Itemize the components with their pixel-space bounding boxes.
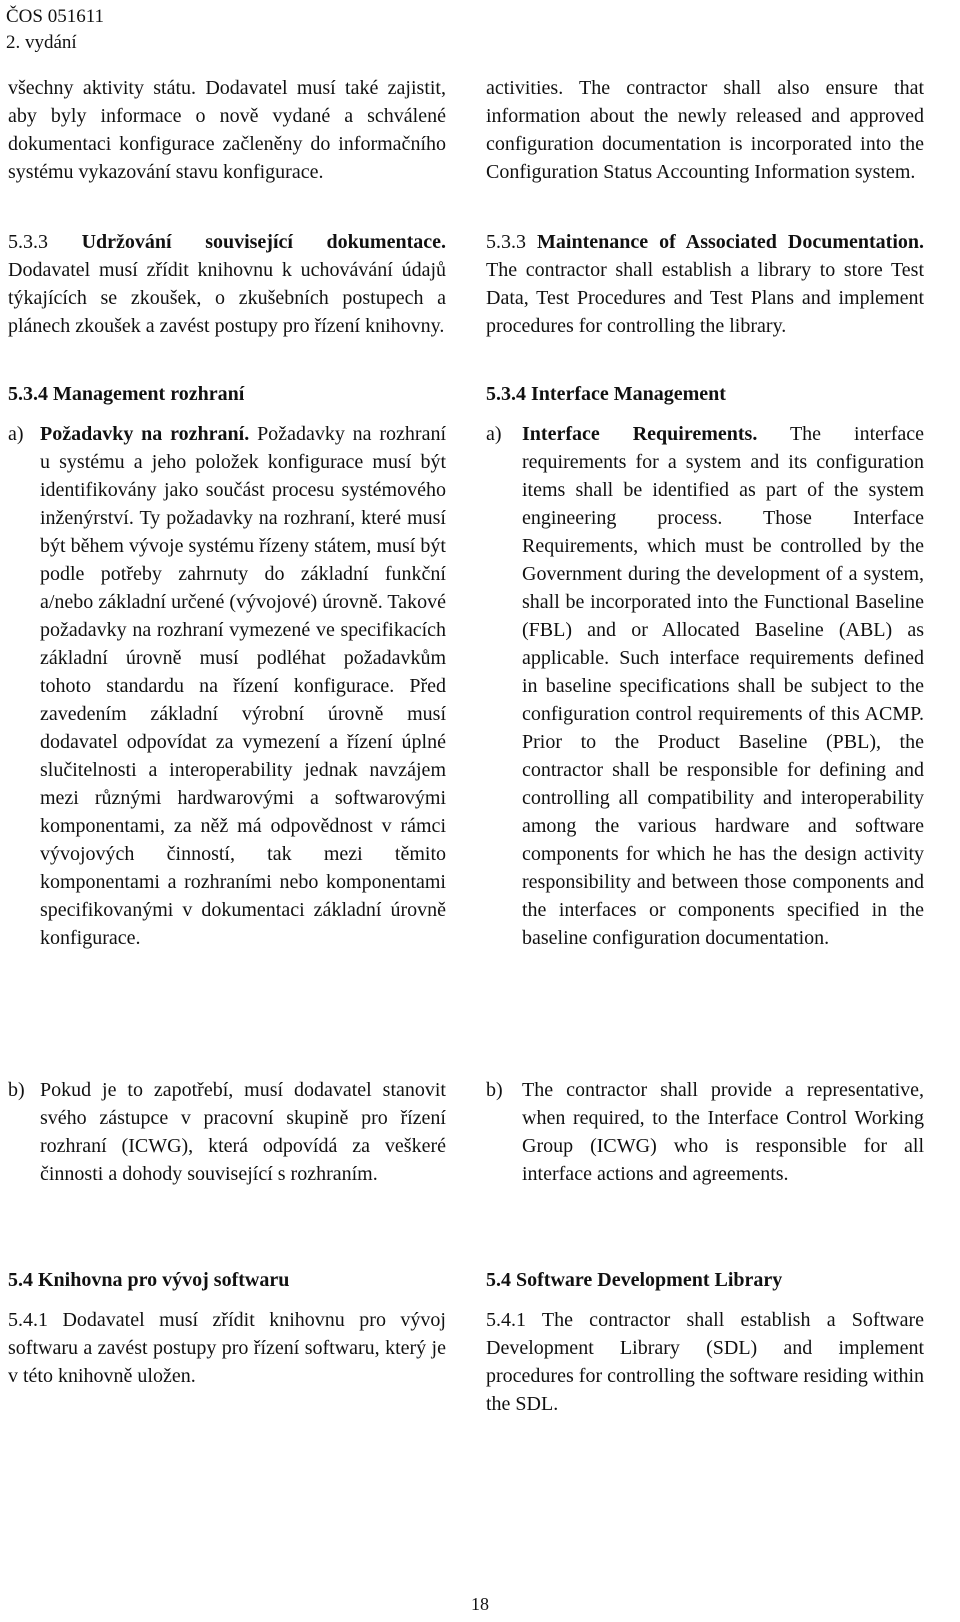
en-section-5-4-1: 5.4.1 The contractor shall establish a Software Development Library (SDL) and implement procedures for controlling the software residing within the SDL. [486, 1309, 924, 1415]
standard-number: ČOS 051611 [6, 6, 105, 27]
en-533-title: Maintenance of Associated Documentation. [537, 231, 925, 253]
en-item-a-body: The interface requirements for a system and its configuration items shall be identified as part of the system engineering process. Those Interface Requirements, which must be controlled by the Government during the development of a system, shall be incorporated into the Functional Baseline (FBL) and or Allocated Baseline (ABL) as applicable. Such interface requirements defined in baseline specifications shall be subject to the configuration control requirements of this ACMP. Prior to the Product Baseline (PBL), the contractor shall be responsible for defining and controlling all compatibility and interoperability among the various hardware and software components for which he has the design activity responsibility and between those components and the interfaces or components specified in the baseline configuration documentation. [522, 423, 924, 949]
cz-item-b [8, 1076, 446, 1188]
cz-section-5-3-4-heading: 5.3.4 Management rozhraní [8, 383, 245, 405]
en-item-b [486, 1076, 924, 1188]
en-533-body: The contractor shall establish a library to store Test Data, Test Procedures and Test Plans and implement procedures for controlling the library. [486, 259, 924, 337]
page-number: 18 [471, 1594, 489, 1614]
en-item-a-title: Interface Requirements. [522, 423, 758, 445]
en-section-5-3-3 [486, 228, 924, 340]
cz-item-b-body: Pokud je to zapotřebí, musí dodavatel stanovit svého zástupce v pracovní skupině pro řízení rozhraní (ICWG), která odpovídá za veškeré činnosti a dohody související s rozhraním. [40, 1079, 446, 1185]
en-section-5-4-heading: 5.4 Software Development Library [486, 1269, 783, 1291]
en-section-5-3-4-heading: 5.3.4 Interface Management [486, 383, 726, 405]
page-header [6, 4, 104, 56]
cz-item-b-marker: b) [8, 1079, 25, 1101]
cz-533-number: 5.3.3 [8, 231, 48, 253]
en-item-b-body: The contractor shall provide a representative, when required, to the Interface Control Working Group (ICWG) who is responsible for all interface actions and agreements. [522, 1079, 924, 1185]
cz-item-a-title: Požadavky na rozhraní. [40, 423, 250, 445]
en-item-a [486, 420, 924, 952]
cz-item-a [8, 420, 446, 952]
cz-item-a-marker: a) [8, 423, 24, 445]
cz-533-title: Udržování související dokumentace. [81, 231, 446, 253]
cz-section-5-3-3 [8, 228, 446, 340]
cz-section-5-4-1: 5.4.1 Dodavatel musí zřídit knihovnu pro vývoj softwaru a zavést postupy pro řízení softwaru, který je v této knihovně uložen. [8, 1309, 446, 1387]
en-item-a-marker: a) [486, 423, 502, 445]
cz-section-5-4-heading: 5.4 Knihovna pro vývoj softwaru [8, 1269, 290, 1291]
cz-item-a-body: Požadavky na rozhraní u systému a jeho položek konfigurace musí být identifikovány jako součást procesu systémového inženýrství. Ty požadavky na rozhraní, které musí být během vývoje systému řízeny státem, musí být podle potřeby zahrnuty do základní funkční a/nebo základní určené (vývojové) úrovně. Takové požadavky na rozhraní vymezené ve specifikacích základní úrovně musí podléhat požadavkům tohoto standardu na řízení konfigurace. Před zavedením základní výrobní úrovně musí dodavatel odpovídat za vymezení a řízení úplné slučitelnosti a interoperability jednak navzájem mezi různými hardwarovými a softwarovými komponentami, za něž má odpovědnost v rámci vývojových činností, tak mezi těmito komponentami a rozhraními nebo komponentami specifikovanými v dokumentaci základní úrovně konfigurace. [40, 423, 446, 949]
edition: 2. vydání [6, 32, 77, 53]
cz-intro: všechny aktivity státu. Dodavatel musí také zajistit, aby byly informace o nově vydané a schválené dokumentaci konfigurace začleněny do informačního systému vykazování stavu konfigurace. [8, 77, 446, 183]
en-item-b-marker: b) [486, 1079, 503, 1101]
cz-533-body: Dodavatel musí zřídit knihovnu k uchovávání údajů týkajících se zkoušek, o zkušebních postupech a plánech zkoušek a zavést postupy pro řízení knihovny. [8, 259, 446, 337]
en-intro: activities. The contractor shall also ensure that information about the newly released and approved configuration documentation is incorporated into the Configuration Status Accounting Information system. [486, 77, 924, 183]
en-533-number: 5.3.3 [486, 231, 526, 253]
